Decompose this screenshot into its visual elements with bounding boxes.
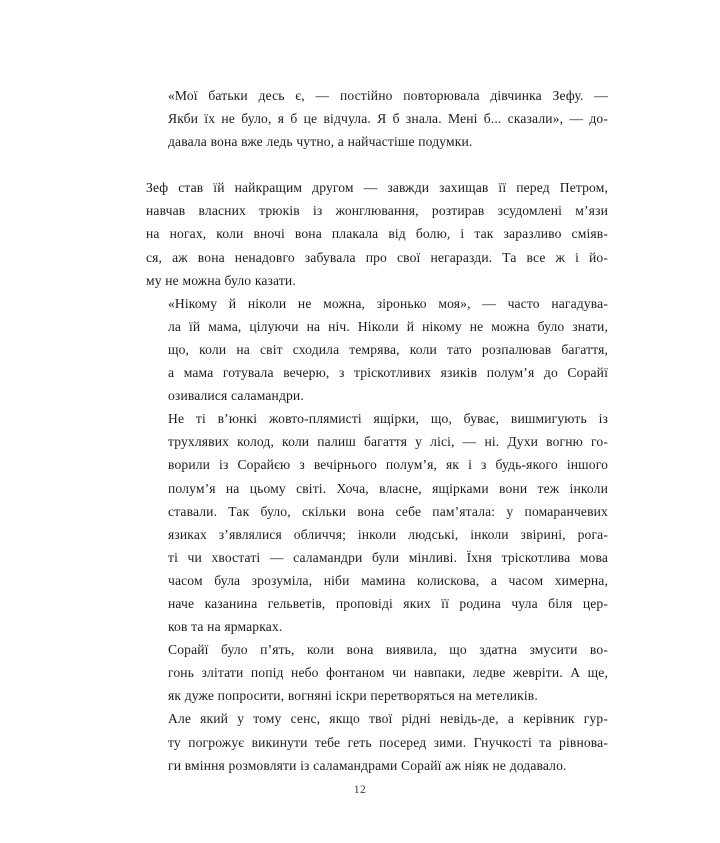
text-line: му не можна було казати. <box>146 272 296 288</box>
text-line: ла їй мама, цілуючи на ніч. Ніколи й нікому не можна було знати, <box>168 318 608 334</box>
text-line: «Нікому й ніколи не можна, зіронько моя», — часто нагадува- <box>168 295 608 311</box>
paragraph <box>146 292 608 407</box>
text-line: наче казанина гельветів, проповіді яких її родина чула біля цер- <box>168 595 608 611</box>
text-line: «Мої батьки десь є, — постійно повторювала дівчинка Зефу. — <box>168 88 608 103</box>
text-line: озивалися саламандри. <box>168 388 304 404</box>
text-line: Сорайї було п’ять, коли вона виявила, що здатна змусити во- <box>168 642 608 658</box>
text-line: трухлявих колод, коли палиш багаття у лісі, — ні. Духи вогню го- <box>168 434 608 450</box>
text-line: на ногах, коли вночі вона плакала від болю, і так заразливо сміяв- <box>146 226 608 242</box>
text-line: Зеф став їй найкращим другом — завжди захищав її перед Петром, <box>146 180 608 196</box>
text-line: ті чи хвостаті — саламандри були мінливі. Їхня тріскотлива мова <box>168 549 608 565</box>
text-line: полум’я на цьому світі. Хоча, власне, ящірками вони теж інколи <box>168 480 608 496</box>
body-text-block <box>146 84 608 777</box>
paragraph <box>146 407 608 638</box>
text-line: Але який у тому сенс, якщо твої рідні невідь-де, а керівник гур- <box>168 711 608 727</box>
text-line: ту погрожує викинути тебе геть посеред зими. Гнучкості та рівнова- <box>168 734 608 750</box>
paragraph <box>146 176 608 291</box>
text-line: ворили із Сорайєю з вечірнього полум’я, як і з будь-якого іншого <box>168 457 608 473</box>
text-line: ся, аж вона ненадовго забувала про свої негаразди. Та все ж і йо- <box>146 249 608 265</box>
text-line: а мама готувала вечерю, з тріскотливих язиків полум’я до Сорайї <box>168 365 608 381</box>
text-line: язиках з’являлися обличчя; інколи людські, інколи звірині, рога- <box>168 526 608 542</box>
text-line: навчав власних трюків із жонглювання, розтирав зсудомлені м’язи <box>146 203 608 219</box>
paragraph <box>146 707 608 776</box>
text-line: що, коли на світ сходила темрява, коли тато розпалював багаття, <box>168 341 608 357</box>
text-line: ги вміння розмовляти із саламандрами Сорайї аж ніяк не додавало. <box>168 757 567 773</box>
text-line: давала вона вже ледь чутно, а найчастіше подумки. <box>168 134 473 150</box>
text-line: часом була зрозуміла, ніби мамина колискова, а часом химерна, <box>168 572 608 588</box>
paragraph <box>146 638 608 707</box>
paragraph <box>146 84 608 153</box>
text-line: гонь злітати попід небо фонтаном чи навпаки, ледве жевріти. А ще, <box>168 665 608 681</box>
text-line: як дуже попросити, вогняні іскри перетворяться на метеликів. <box>168 688 538 704</box>
text-line: Якби їх не було, я б це відчула. Я б знала. Мені б... сказали», — до- <box>168 111 608 127</box>
page-number: 12 <box>353 784 367 796</box>
text-line: Не ті в’юнкі жовто-плямисті ящірки, що, буває, вишмигують із <box>168 411 608 427</box>
text-line: ков та на ярмарках. <box>168 619 283 635</box>
text-line: ставали. Так було, скільки вона себе пам’ятала: у помаранчевих <box>168 503 608 519</box>
